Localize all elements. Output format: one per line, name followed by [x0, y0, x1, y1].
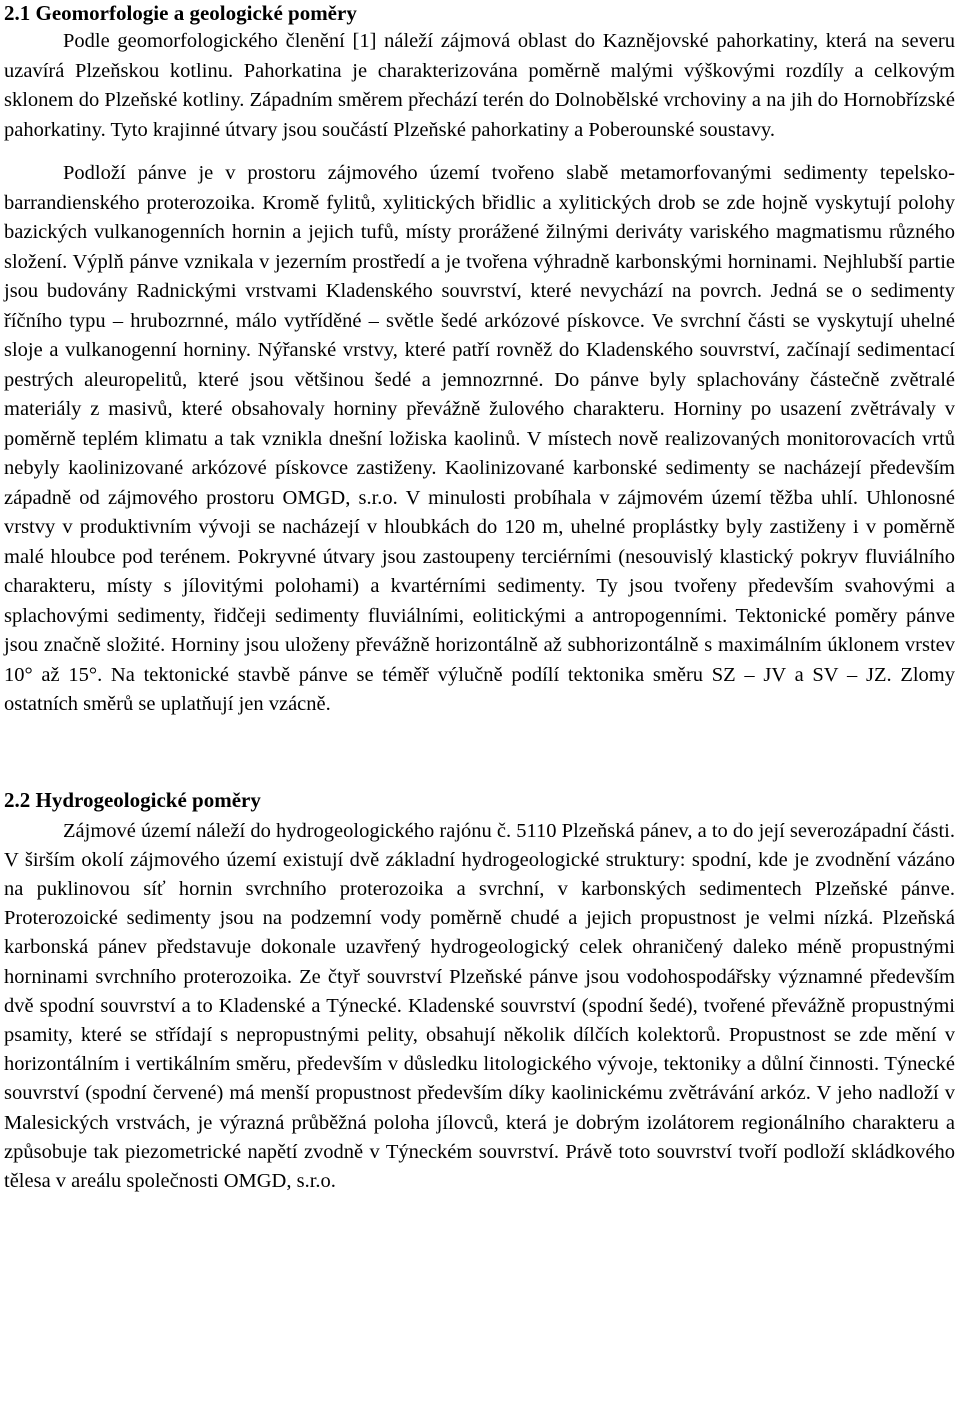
section-hydrogeologie: [4, 787, 955, 1197]
section-heading: 2.1 Geomorfologie a geologické poměry: [4, 1, 357, 25]
section-geomorfologie: [4, 0, 955, 720]
paragraph: Podle geomorfologického členění [1] náleží zájmová oblast do Kaznějovské pahorkatiny, která na severu uzavírá Plzeňskou kotlinu. Pahorkatina je charakterizována poměrně malými výškovými rozdíly a celkovým sklonem do Plzeňské kotliny. Západním směrem přechází terén do Dolnobělské vrchoviny a na jih do Hornobřízské pahorkatiny. Tyto krajinné útvary jsou součástí Plzeňské pahorkatiny a Poberounské soustavy.: [4, 30, 955, 141]
paragraph: Podloží pánve je v prostoru zájmového území tvořeno slabě metamorfovanými sedimenty tepelsko-barrandienského proterozoika. Kromě fylitů, xylitických břidlic a xylitických drob se zde hojně vyskytují polohy bazických vulkanogenních hornin a jejich tufů, místy prorážené žilnými deriváty variského magmatismu různého složení. Výplň pánve vznikala v jezerním prostředí a je tvořena výhradně karbonskými horninami. Nejhlubší partie jsou budovány Radnickými vrstvami Kladenského souvrství, které nevychází na povrch. Jedná se o sedimenty říčního typu – hrubozrnné, málo vytříděné – světle šedé arkózové pískovce. Ve svrchní části se vyskytují uhelné sloje a vulkanogenní horniny. Nýřanské vrstvy, které patří rovněž do Kladenského souvrství, začínají sedimentací pestrých aleuropelitů, které jsou většinou šedé a jemnozrnné. Do pánve byly splachovány částečně zvětralé materiály z masivů, které obsahovaly horniny převážně žulového charakteru. Horniny po usazení zvětrávaly v poměrně teplém klimatu a tak vznikla dnešní ložiska kaolinů. V místech nově realizovaných monitorovacích vrtů nebyly kaolinizované arkózové pískovce zastiženy. Kaolinizované karbonské sedimenty se nacházejí především západně od zájmového prostoru OMGD, s.r.o. V minulosti probíhala v zájmovém území těžba uhlí. Uhlonosné vrstvy v produktivním vývoji se nacházejí v hloubkách do 120 m, uhelné proplástky byly zastiženy i v poměrně malé hloubce pod terénem. Pokryvné útvary jsou zastoupeny terciérními (nesouvislý klastický pokryv fluviálního charakteru, místy s jílovitými polohami) a kvartérními sedimenty. Ty jsou tvořeny především svahovými a splachovými sedimenty, řidčeji sedimenty fluviálními, eolitickými a antropogenními. Tektonické poměry pánve jsou značně složité. Horniny jsou uloženy převážně horizontálně až subhorizontálně s maximálním úklonem vrstev 10° až 15°. Na tektonické stavbě pánve se téměř výlučně podílí tektonika směru SZ – JV a SV – JZ. Zlomy ostatních směrů se uplatňují jen vzácně.: [4, 162, 955, 715]
section-heading: 2.2 Hydrogeologické poměry: [4, 787, 261, 812]
paragraph: Zájmové území náleží do hydrogeologického rajónu č. 5110 Plzeňská pánev, a to do její severozápadní části. V širším okolí zájmového území existují dvě základní hydrogeologické struktury: spodní, kde je zvodnění vázáno na puklinovou síť hornin svrchního proterozoika a svrchní, v karbonských sedimentech Plzeňské pánve. Proterozoické sedimenty jsou na podzemní vody poměrně chudé a jejich propustnost je velmi nízká. Plzeňská karbonská pánev představuje dokonale uzavřený hydrogeologický celek ohraničený daleko méně propustnými horninami svrchního proterozoika. Ze čtyř souvrství Plzeňské pánve jsou vodohospodářsky významné především dvě spodní souvrství a to Kladenské a Týnecké. Kladenské souvrství (spodní šedé), tvořené převážně propustnými psamity, které se střídají s nepropustnými pelity, obsahují několik dílčích kolektorů. Propustnost se zde mění v horizontálním i vertikálním směru, především v důsledku litologického vývoje, tektoniky a důlní činnosti. Týnecké souvrství (spodní červené) má menší propustnost především díky kaolinickému zvětrávání arkóz. V jeho nadloží v Malesických vrstvách, je výrazná průběžná poloha jílovců, která je dobrým izolátorem regionálního charakteru a způsobuje tak piezometrické napětí zvodně v Týneckém souvrství. Právě toto souvrství tvoří podloží skládkového tělesa v areálu společnosti OMGD, s.r.o.: [4, 819, 955, 1192]
document-page: [4, 0, 955, 1196]
